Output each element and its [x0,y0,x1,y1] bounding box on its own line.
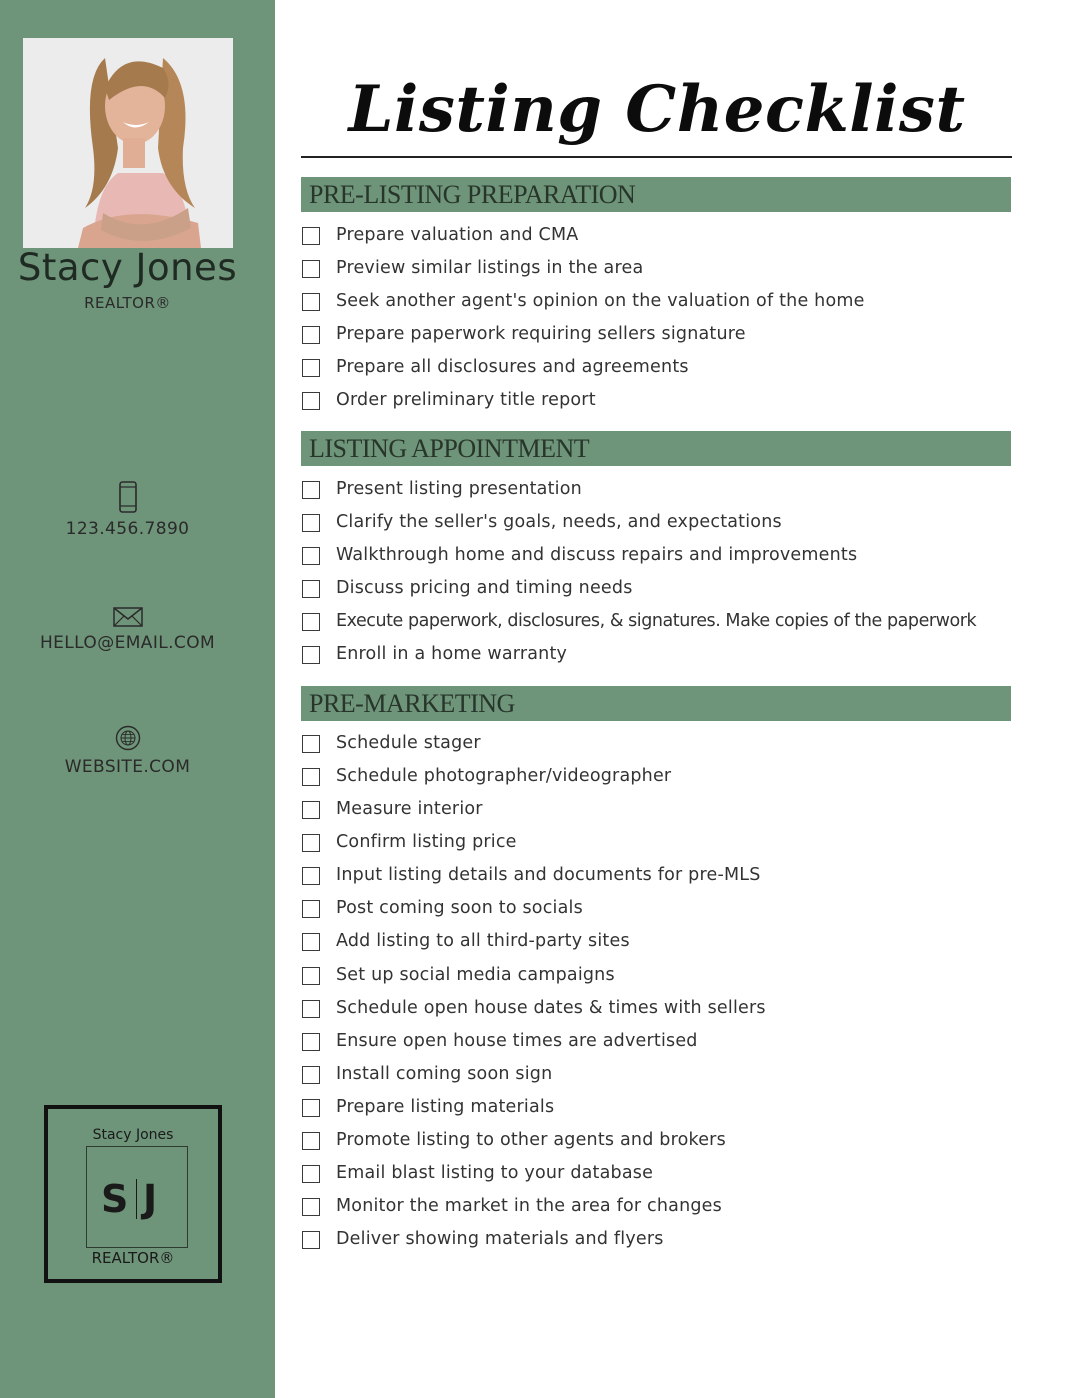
checkbox[interactable] [302,359,320,377]
checkbox[interactable] [302,933,320,951]
checklist-item-label: Deliver showing materials and flyers [336,1229,664,1249]
checklist-item-label: Present listing presentation [336,479,582,499]
logo-initial-s: S [101,1177,129,1221]
realtor-logo [44,1105,222,1283]
checkbox[interactable] [302,1066,320,1084]
checkbox[interactable] [302,768,320,786]
checklist-item-label: Clarify the seller's goals, needs, and expectations [336,512,782,532]
checkbox[interactable] [302,1099,320,1117]
checkbox[interactable] [302,900,320,918]
section-header-pre-listing [301,177,1011,212]
checklist-item-label: Prepare listing materials [336,1097,555,1117]
checkbox[interactable] [302,613,320,631]
phone-contact[interactable] [0,481,255,539]
envelope-icon [113,607,143,627]
checkbox[interactable] [302,834,320,852]
website-url: WEBSITE.COM [64,757,191,777]
title-divider [301,156,1012,158]
checkbox[interactable] [302,1132,320,1150]
logo-initial-j: J [143,1177,158,1221]
checklist-item-label: Enroll in a home warranty [336,644,568,664]
agent-photo [23,38,233,248]
logo-monogram-frame [86,1146,188,1248]
checkbox[interactable] [302,326,320,344]
checklist-item-label: Schedule open house dates & times with sellers [336,998,766,1018]
checkbox[interactable] [302,1198,320,1216]
checkbox[interactable] [302,514,320,532]
agent-name: Stacy Jones [17,246,238,289]
checklist-item-label: Execute paperwork, disclosures, & signatures. Make copies of the paperwork [336,611,977,631]
checklist-item-label: Preview similar listings in the area [336,258,644,278]
page-title: Listing Checklist [348,72,966,147]
email-address: HELLO@EMAIL.COM [39,633,216,653]
checklist-item-label: Set up social media campaigns [336,965,615,985]
checklist-item-label: Install coming soon sign [336,1064,553,1084]
globe-icon [115,725,141,751]
checklist-item-label: Input listing details and documents for pre-MLS [336,865,761,885]
logo-divider [136,1179,137,1219]
checklist-item-label: Measure interior [336,799,483,819]
checkbox[interactable] [302,580,320,598]
checklist-item-label: Prepare all disclosures and agreements [336,357,689,377]
checklist-item-label: Monitor the market in the area for changes [336,1196,722,1216]
checkbox[interactable] [302,1000,320,1018]
section-title: LISTING APPOINTMENT [309,434,590,463]
checkbox[interactable] [302,867,320,885]
checkbox[interactable] [302,392,320,410]
checklist-item-label: Seek another agent's opinion on the valuation of the home [336,291,865,311]
checklist-item-label: Schedule stager [336,733,481,753]
checklist-item-label: Walkthrough home and discuss repairs and improvements [336,545,858,565]
checkbox[interactable] [302,967,320,985]
checklist-item-label: Schedule photographer/videographer [336,766,672,786]
checklist-item-label: Ensure open house times are advertised [336,1031,698,1051]
section-header-listing-appointment [301,431,1011,466]
checklist-item-label: Order preliminary title report [336,390,596,410]
checkbox[interactable] [302,481,320,499]
sidebar [0,0,275,1398]
checkbox[interactable] [302,735,320,753]
checklist-item-label: Email blast listing to your database [336,1163,654,1183]
checklist-item-label: Add listing to all third-party sites [336,931,630,951]
agent-title: REALTOR® [84,294,171,312]
checkbox[interactable] [302,547,320,565]
checkbox[interactable] [302,260,320,278]
logo-name: Stacy Jones [92,1127,174,1143]
checklist-item-label: Prepare valuation and CMA [336,225,579,245]
email-contact[interactable] [0,607,255,653]
checkbox[interactable] [302,646,320,664]
checklist-item-label: Post coming soon to socials [336,898,583,918]
section-header-pre-marketing [301,686,1011,721]
checkbox[interactable] [302,293,320,311]
checkbox[interactable] [302,1165,320,1183]
section-title: PRE-MARKETING [309,689,515,718]
phone-number: 123.456.7890 [65,519,190,539]
logo-title: REALTOR® [91,1249,175,1267]
checkbox[interactable] [302,801,320,819]
checklist-item-label: Prepare paperwork requiring sellers signature [336,324,746,344]
checklist-item-label: Confirm listing price [336,832,517,852]
phone-icon [118,481,138,513]
checkbox[interactable] [302,1231,320,1249]
checkbox[interactable] [302,227,320,245]
website-contact[interactable] [0,725,255,777]
checklist-item-label: Discuss pricing and timing needs [336,578,633,598]
agent-portrait-image [23,38,233,248]
section-title: PRE-LISTING PREPARATION [309,180,636,209]
checkbox[interactable] [302,1033,320,1051]
checklist-item-label: Promote listing to other agents and brokers [336,1130,726,1150]
